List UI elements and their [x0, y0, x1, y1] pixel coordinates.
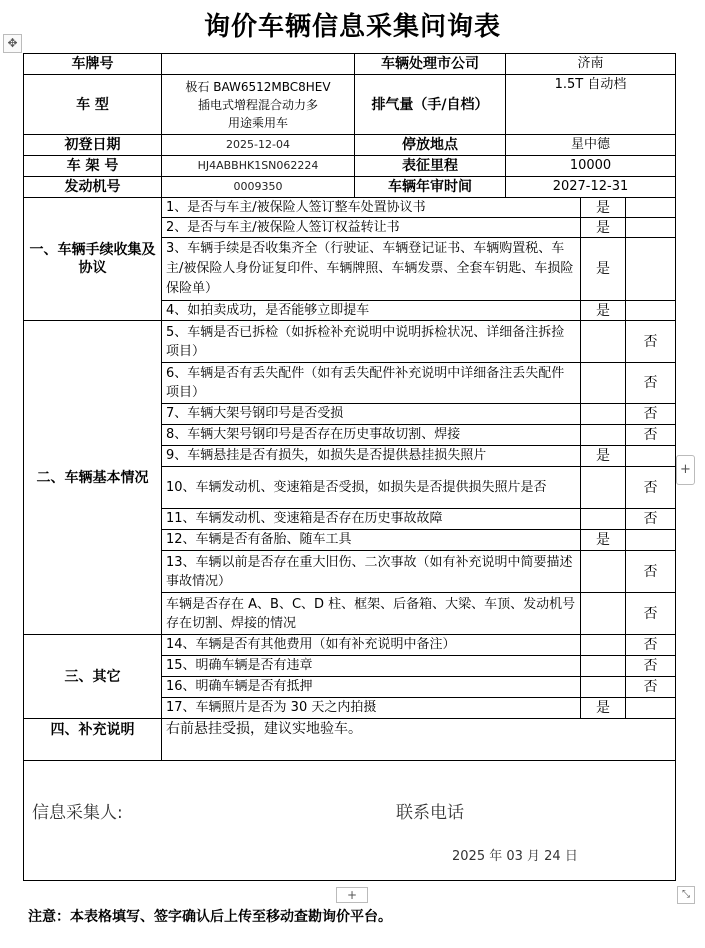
- yes-cell[interactable]: 是: [581, 218, 626, 238]
- item-text: 17、车辆照片是否为 30 天之内拍摄: [162, 698, 581, 719]
- section-supplement: 四、补充说明: [24, 719, 162, 761]
- item-text: 10、车辆发动机、变速箱是否受损，如损失是否提供损失照片是否: [162, 467, 581, 509]
- item-text: 14、车辆是否有其他费用（如有补充说明中备注）: [162, 635, 581, 656]
- no-cell[interactable]: 否: [626, 509, 676, 530]
- model-label: 车 型: [24, 75, 162, 135]
- mileage-label: 表征里程: [355, 156, 506, 177]
- inspection-value[interactable]: 2027-12-31: [506, 177, 676, 198]
- item-text: 3、车辆手续是否收集齐全（行驶证、车辆登记证书、车辆购置税、车主/被保险人身份证复印件、车辆牌照、车辆发票、全套车钥匙、车损险保险单）: [162, 238, 581, 301]
- yes-cell[interactable]: [581, 321, 626, 363]
- displacement-label: 排气量（手/自档）: [355, 75, 506, 135]
- no-cell[interactable]: [626, 530, 676, 551]
- item-text: 4、如拍卖成功，是否能够立即提车: [162, 301, 581, 321]
- contact-label: 联系电话: [396, 803, 464, 823]
- supplement-text[interactable]: 右前悬挂受损，建议实地验车。: [162, 719, 676, 761]
- item-text: 15、明确车辆是否有违章: [162, 656, 581, 677]
- model-value-line2: 插电式增程混合动力多: [197, 97, 318, 112]
- yes-cell[interactable]: [581, 593, 626, 635]
- no-cell[interactable]: 否: [626, 363, 676, 404]
- item-text: 7、车辆大架号钢印号是否受损: [162, 404, 581, 425]
- yes-cell[interactable]: 是: [581, 530, 626, 551]
- yes-cell[interactable]: [581, 509, 626, 530]
- yes-cell[interactable]: [581, 404, 626, 425]
- no-cell[interactable]: [626, 698, 676, 719]
- item-text: 16、明确车辆是否有抵押: [162, 677, 581, 698]
- row-model: [24, 75, 676, 135]
- item-text: 车辆是否存在 A、B、C、D 柱、框架、后备箱、大梁、车顶、发动机号存在切割、焊接的情况: [162, 593, 581, 635]
- yes-cell[interactable]: 是: [581, 446, 626, 467]
- add-column-icon[interactable]: +: [676, 455, 695, 485]
- item-text: 11、车辆发动机、变速箱是否存在历史事故故障: [162, 509, 581, 530]
- no-cell[interactable]: [626, 238, 676, 301]
- yes-cell[interactable]: [581, 467, 626, 509]
- row-supplement: [24, 719, 676, 761]
- model-value-line3: 用途乘用车: [227, 115, 288, 130]
- yes-cell[interactable]: 是: [581, 198, 626, 218]
- vin-value[interactable]: HJ4ABBHK1SN062224: [162, 156, 355, 177]
- row-engine: [24, 177, 676, 198]
- plate-label: 车牌号: [24, 54, 162, 75]
- table-resize-icon[interactable]: ⤡: [677, 886, 695, 904]
- yes-cell[interactable]: 是: [581, 238, 626, 301]
- model-value-line1: 极石 BAW6512MBC8HEV: [185, 79, 331, 94]
- item-text: 13、车辆以前是否存在重大旧伤、二次事故（如有补充说明中简要描述事故情况）: [162, 551, 581, 593]
- item-text: 1、是否与车主/被保险人签订整车处置协议书: [162, 198, 581, 218]
- no-cell[interactable]: 否: [626, 677, 676, 698]
- city-label: 车辆处理市公司: [355, 54, 506, 75]
- row-signature: [24, 761, 676, 881]
- inquiry-table: [23, 53, 676, 881]
- yes-cell[interactable]: [581, 635, 626, 656]
- plate-value[interactable]: [162, 54, 355, 75]
- engine-label: 发动机号: [24, 177, 162, 198]
- model-value[interactable]: [162, 75, 355, 135]
- mileage-value[interactable]: 10000: [506, 156, 676, 177]
- yes-cell[interactable]: [581, 425, 626, 446]
- no-cell[interactable]: [626, 301, 676, 321]
- table-row: [24, 198, 676, 218]
- no-cell[interactable]: 否: [626, 425, 676, 446]
- yes-cell[interactable]: [581, 363, 626, 404]
- section-procedures: 一、车辆手续收集及协议: [24, 198, 162, 321]
- no-cell[interactable]: [626, 218, 676, 238]
- signature-area: [24, 761, 676, 881]
- yes-cell[interactable]: 是: [581, 301, 626, 321]
- yes-cell[interactable]: 是: [581, 698, 626, 719]
- item-text: 6、车辆是否有丢失配件（如有丢失配件补充说明中详细备注丢失配件项目）: [162, 363, 581, 404]
- item-text: 5、车辆是否已拆检（如拆检补充说明中说明拆检状况、详细备注拆捡项目）: [162, 321, 581, 363]
- section-other: 三、其它: [24, 635, 162, 719]
- no-cell[interactable]: 否: [626, 551, 676, 593]
- no-cell[interactable]: 否: [626, 635, 676, 656]
- item-text: 12、车辆是否有备胎、随车工具: [162, 530, 581, 551]
- row-reg-date: [24, 135, 676, 156]
- reg-date-value[interactable]: 2025-12-04: [162, 135, 355, 156]
- section-vehicle-condition: 二、车辆基本情况: [24, 321, 162, 635]
- item-text: 2、是否与车主/被保险人签订权益转让书: [162, 218, 581, 238]
- reg-date-label: 初登日期: [24, 135, 162, 156]
- row-plate: [24, 54, 676, 75]
- engine-value[interactable]: 0009350: [162, 177, 355, 198]
- table-move-handle-icon[interactable]: ✥: [3, 34, 22, 53]
- page-title: 询价车辆信息采集问询表: [203, 12, 501, 42]
- table-row: [24, 635, 676, 656]
- no-cell[interactable]: [626, 198, 676, 218]
- row-vin: [24, 156, 676, 177]
- yes-cell[interactable]: [581, 656, 626, 677]
- inspection-label: 车辆年审时间: [355, 177, 506, 198]
- add-row-icon[interactable]: +: [336, 887, 368, 903]
- yes-cell[interactable]: [581, 551, 626, 593]
- footnote: 注意：本表格填写、签字确认后上传至移动查勘询价平台。: [28, 909, 392, 925]
- item-text: 8、车辆大架号钢印号是否存在历史事故切割、焊接: [162, 425, 581, 446]
- parking-value[interactable]: 星中德: [506, 135, 676, 156]
- no-cell[interactable]: 否: [626, 656, 676, 677]
- no-cell[interactable]: 否: [626, 321, 676, 363]
- no-cell[interactable]: [626, 446, 676, 467]
- no-cell[interactable]: 否: [626, 593, 676, 635]
- no-cell[interactable]: 否: [626, 404, 676, 425]
- sign-date: 2025 年 03 月 24 日: [452, 849, 578, 864]
- item-text: 9、车辆悬挂是否有损失，如损失是否提供悬挂损失照片: [162, 446, 581, 467]
- no-cell[interactable]: 否: [626, 467, 676, 509]
- city-value[interactable]: 济南: [506, 54, 676, 75]
- displacement-value[interactable]: 1.5T 自动档: [506, 75, 676, 135]
- yes-cell[interactable]: [581, 677, 626, 698]
- collector-label: 信息采集人:: [32, 803, 123, 823]
- table-row: [24, 321, 676, 363]
- vin-label: 车 架 号: [24, 156, 162, 177]
- parking-label: 停放地点: [355, 135, 506, 156]
